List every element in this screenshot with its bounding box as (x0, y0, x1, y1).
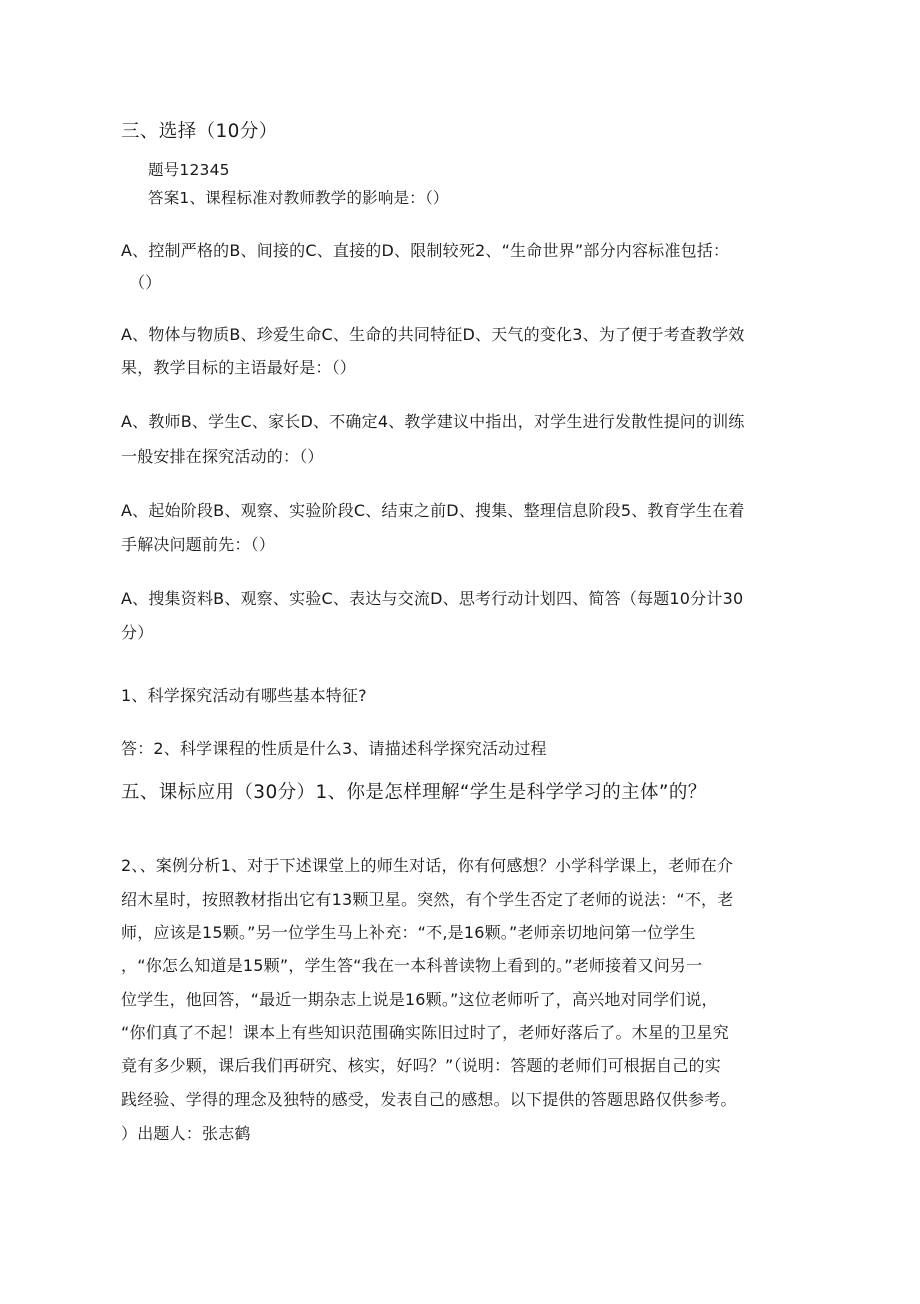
options-4-line-1: A、起始阶段B、观察、实验阶段C、结束之前D、搜集、整理信息阶段5、教育学生在着 (121, 501, 745, 520)
case-line-7: 竟有多少颗，课后我们再研究、核实，好吗？”（说明：答题的老师们可根据自己的实 (121, 1056, 721, 1075)
case-line-6: “你们真了不起！课本上有些知识范围确实陈旧过时了，老师好落后了。木星的卫星究 (121, 1023, 729, 1042)
section5-title: 五、课标应用（30分）1、你是怎样理解“学生是科学学习的主体”的？ (121, 782, 707, 803)
options-2-line-1: A、物体与物质B、珍爱生命C、生命的共同特征D、天气的变化3、为了便于考查教学效 (121, 325, 745, 344)
section3-title: 三、选择（10分） (121, 121, 278, 142)
options-5-line-2: 分） (121, 623, 154, 642)
case-line-3: 师，应该是15颗。”另一位学生马上补充：“不,是16颗。”老师亲切地问第一位学生 (121, 923, 696, 942)
question-1: 答案1、课程标准对教师教学的影响是：（） (148, 189, 449, 207)
options-1-line-2: （） (129, 273, 162, 292)
case-line-4: ，“你怎么知道是15颗”，学生答“我在一本科普读物上看到的。”老师接着又问另一 (121, 956, 703, 975)
options-4-line-2: 手解决问题前先：（） (121, 535, 276, 554)
short-answer-question-1: 1、科学探究活动有哪些基本特征? (121, 686, 367, 705)
case-line-5: 位学生，他回答，“最近一期杂志上说是16颗。”这位老师听了，高兴地对同学们说， (121, 990, 718, 1009)
case-line-8: 践经验、学得的理念及独特的感受，发表自己的感想。以下提供的答题思路仅供参考。 (121, 1090, 737, 1109)
short-answer-line: 答：2、科学课程的性质是什么3、请描述科学探究活动过程 (121, 739, 547, 758)
case-line-1: 2、、案例分析1、对于下述课堂上的师生对话，你有何感想？小学科学课上，老师在介 (121, 856, 734, 875)
options-3-line-2: 一般安排在探究活动的：（） (121, 447, 324, 466)
answer-table-header: 题号12345 (148, 161, 230, 179)
case-line-9: ）出题人：张志鹤 (121, 1124, 251, 1143)
options-1-line-1: A、控制严格的B、间接的C、直接的D、限制较死2、“生命世界”部分内容标准包括： (121, 241, 730, 260)
case-line-2: 绍木星时，按照教材指出它有13颗卫星。突然，有个学生否定了老师的说法：“不，老 (121, 890, 734, 909)
options-5-line-1: A、搜集资料B、观察、实验C、表达与交流D、思考行动计划四、简答（每题10分计30 (121, 589, 744, 608)
options-2-line-2: 果，教学目标的主语最好是：（） (121, 358, 357, 377)
options-3-line-1: A、教师B、学生C、家长D、不确定4、教学建议中指出，对学生进行发散性提问的训练 (121, 412, 745, 431)
